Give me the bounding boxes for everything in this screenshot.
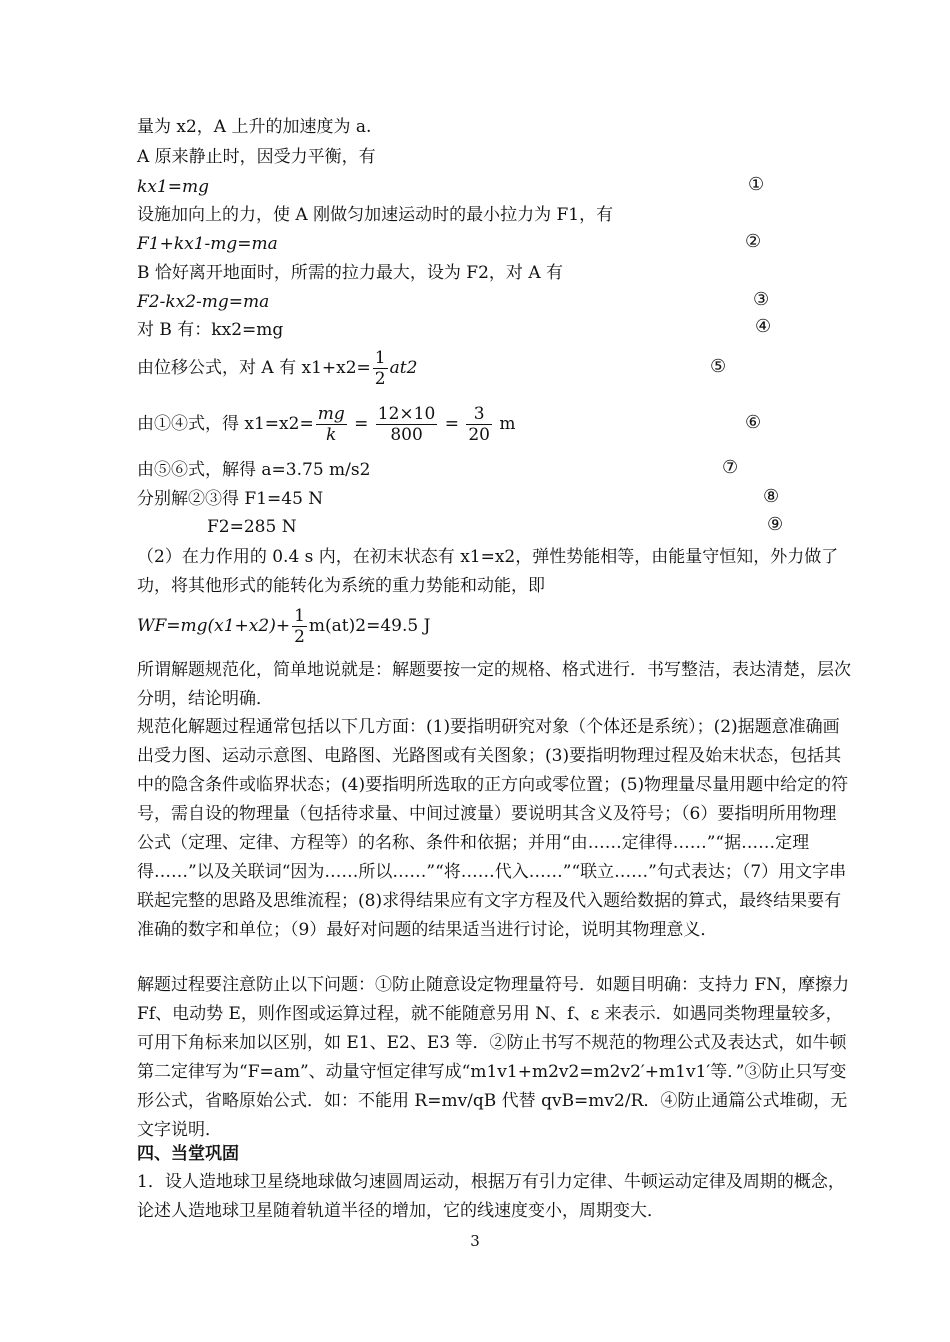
eq6-f2-num: 12×10	[377, 404, 436, 424]
paragraph-2: （2）在力作用的 0.4 s 内，在初末状态有 x1=x2，弹性势能相等，由能量守恒知，外力做了功，将其他形式的能转化为系统的重力势能和动能，即	[137, 547, 839, 596]
paragraph-3: 所谓解题规范化，简单地说就是：解题要按一定的规格、格式进行．书写整洁，表达清楚，层次分明，结论明确．	[137, 660, 851, 709]
eq6-fraction-2	[376, 404, 438, 445]
text-line-4: 设施加向上的力，使 A 刚做匀加速运动时的最小拉力为 F1，有	[137, 205, 614, 225]
marker-5: ⑤	[710, 356, 727, 377]
eq6-prefix: 由①④式，得 x1=x2=	[137, 414, 314, 434]
equation-6: 由①④式，得 x1=x2= $\frac{mg}{k}$ = $\frac{12\times 10}{800}$ = $\frac{3}{20}$ m	[137, 404, 516, 445]
eq5-den: 2	[374, 369, 386, 389]
wf-prefix: WF=mg(x1+x2)+	[137, 616, 291, 636]
section-heading: 四、当堂巩固	[137, 1144, 239, 1164]
text-line-1: 量为 x2，A 上升的加速度为 a.	[137, 117, 372, 137]
eq6-fraction-3	[466, 404, 492, 445]
eq6-fraction-1	[316, 404, 347, 445]
marker-9: ⑨	[767, 514, 784, 535]
text-line-13: F2=285 N	[207, 517, 297, 537]
text-line-2: A 原来静止时，因受力平衡，有	[137, 147, 376, 167]
eq6-f3-num: 3	[466, 404, 492, 425]
wf-num: 1	[294, 606, 305, 626]
marker-7: ⑦	[722, 457, 739, 478]
eq6-f1-num: mg	[317, 404, 345, 424]
eq6-f2-den: 800	[390, 425, 423, 445]
text-line-11: 由⑤⑥式，解得 a=3.75 m/s2	[137, 460, 371, 480]
eq5-fraction	[373, 348, 388, 389]
marker-4: ④	[755, 316, 772, 337]
text-line-8: 对 B 有：kx2=mg	[137, 320, 284, 340]
marker-6: ⑥	[745, 412, 762, 433]
paragraph-4: 规范化解题过程通常包括以下几方面：(1)要指明研究对象（个体还是系统）；(2)据题意准确画出受力图、运动示意图、电路图、光路图或有关图象；(3)要指明物理过程及始末状态，包括其中的隐含条件或临界状态；(4)要指明所选取的正方向或零位置；(5)物理量尽量用题中给定的符号，需自设的物理量（包括待求量、中间过渡量）要说明其含义及符号；（6）要指明所用物理公式（定理、定律、方程等）的名称、条件和依据；并用“由……定律得……”“据……定理得……”以及关联词“因为……所以……”“将……代入……”“联立……”句式表达；（7）用文字串联起完整的思路及思维流程；(8)求得结果应有文字方程及代入题给数据的算式，最终结果要有准确的数字和单位；（9）最好对问题的结果适当进行讨论，说明其物理意义．	[137, 717, 849, 940]
equation-wf	[137, 604, 430, 648]
wf-suffix: m(at)2=49.5 J	[308, 616, 431, 636]
equation-3: F2-kx2-mg=ma	[137, 292, 270, 312]
paragraph-6: 1．设人造地球卫星绕地球做匀速圆周运动，根据万有引力定律、牛顿运动定律及周期的概念，论述人造地球卫星随着轨道半径的增加，它的线速度变小，周期变大．	[137, 1172, 845, 1221]
marker-1: ①	[748, 174, 765, 195]
wf-den: 2	[294, 627, 305, 647]
equation-2: F1+kx1-mg=ma	[137, 234, 278, 254]
equation-5	[137, 346, 417, 390]
eq6-f3-den: 20	[468, 425, 490, 445]
eq5-num: 1	[374, 348, 386, 368]
marker-2: ②	[745, 231, 762, 252]
eq6-f1-den: k	[326, 425, 337, 445]
marker-3: ③	[753, 289, 770, 310]
marker-8: ⑧	[763, 486, 780, 507]
page-number: 3	[470, 1232, 480, 1250]
equation-1: kx1=mg	[137, 177, 209, 197]
wf-fraction	[292, 606, 307, 647]
eq5-prefix: 由位移公式，对 A 有 x1+x2=	[137, 358, 371, 378]
paragraph-5: 解题过程要注意防止以下问题：①防止随意设定物理量符号．如题目明确：支持力 FN，摩擦力 Ff、电动势 E，则作图或运算过程，就不能随意另用 N、f、ε 来表示．如遇同类物理量较多，可用下角标来加以区别，如 E1、E2、E3 等．②防止书写不规范的物理公式及表达式，如牛顿第二定律写为“F=am”、动量守恒定律写成“m1v1+m2v2=m2v2′+m1v1′等．”③防止只写变形公式，省略原始公式．如：不能用 R=mv/qB 代替 qvB=mv2/R．④防止通篇公式堆砌，无文字说明．	[137, 975, 850, 1140]
eq5-suffix: at2	[389, 358, 418, 378]
text-line-6: B 恰好离开地面时，所需的拉力最大，设为 F2，对 A 有	[137, 263, 563, 283]
eq6-unit: m	[499, 414, 516, 434]
text-line-12: 分别解②③得 F1=45 N	[137, 489, 324, 509]
